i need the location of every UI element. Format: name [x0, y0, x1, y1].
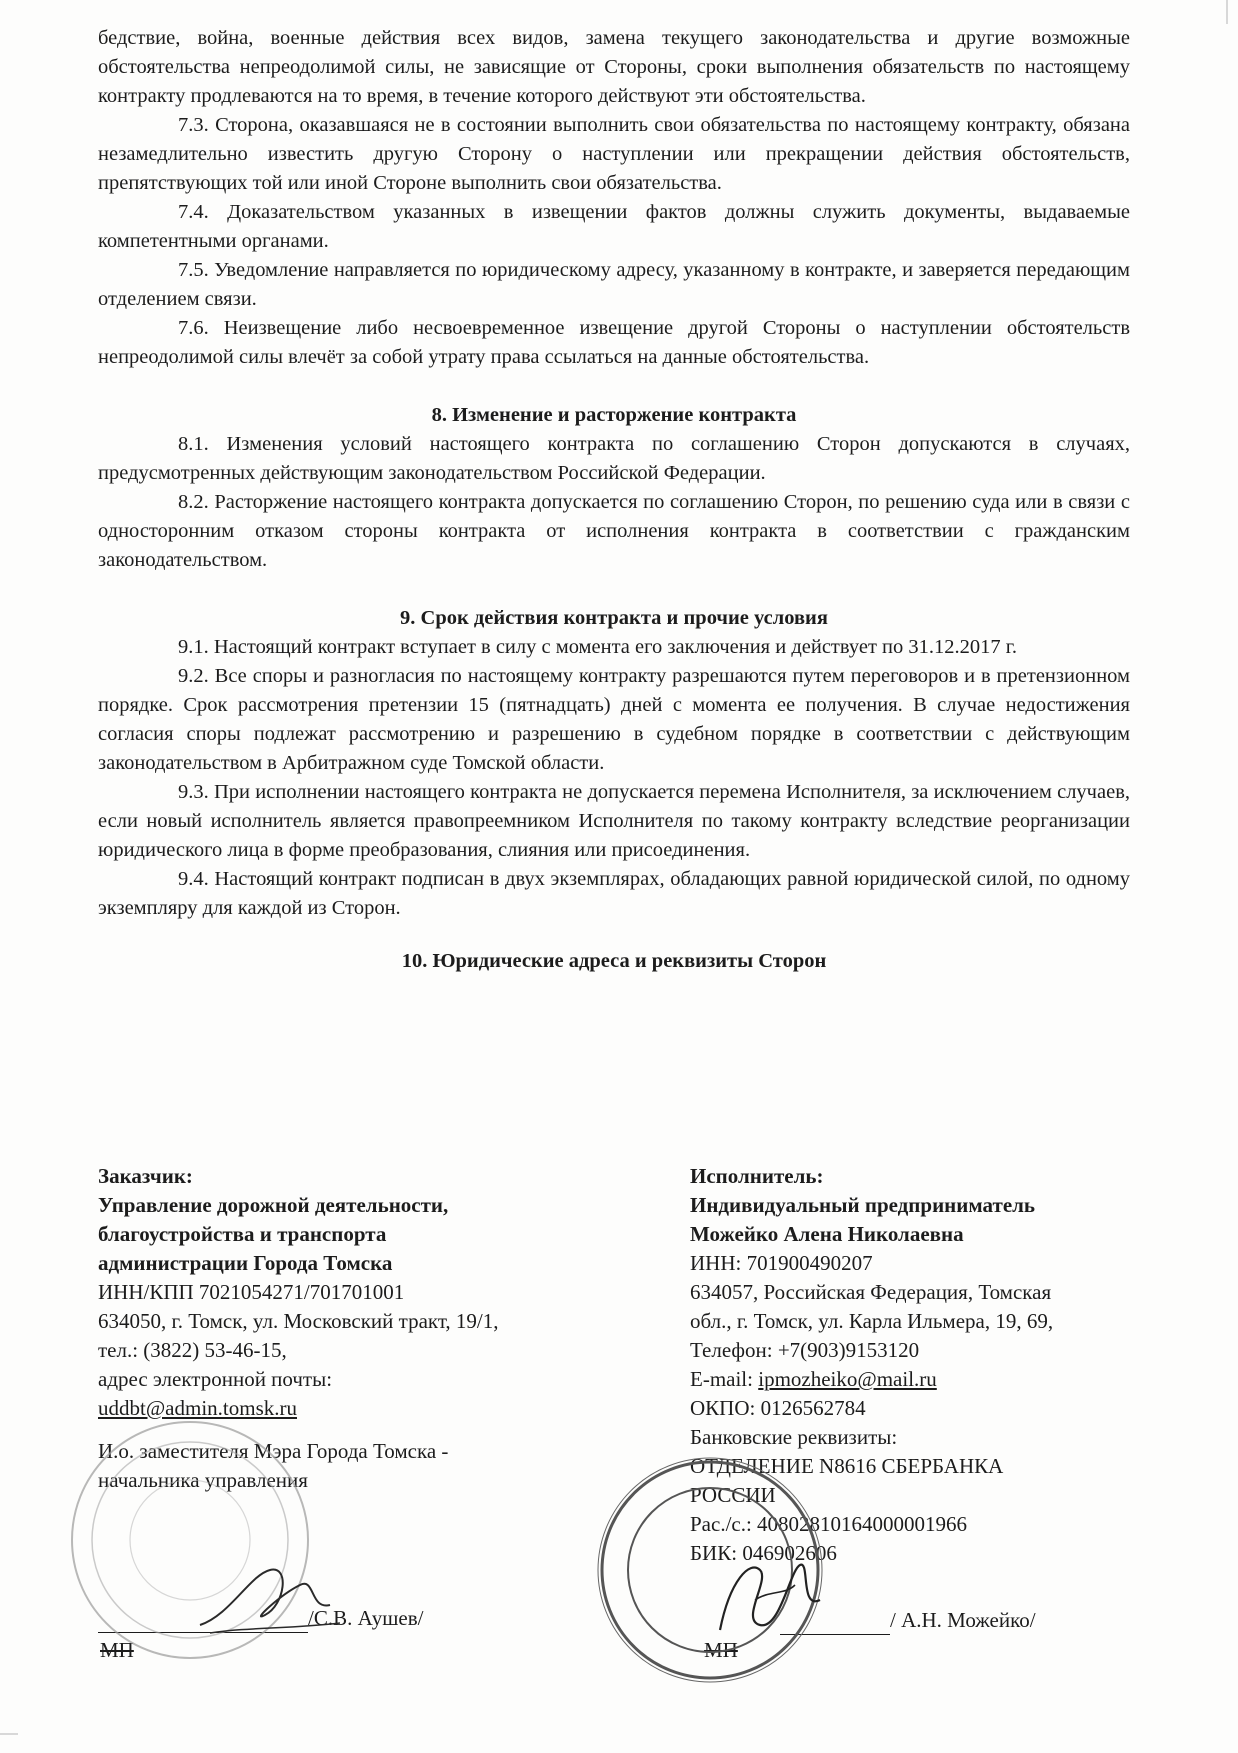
paragraph-7-3: 7.3. Сторона, оказавшаяся не в состоянии выполнить свои обязательства по настоящему контракту, обязана незамедлительно известить другую Сторону о наступлении или прекращении действия обстоятельств, препятствующих той или иной Стороне выполнить свои обязательства. [98, 114, 1130, 194]
customer-email-link[interactable]: uddbt@admin.tomsk.ru [98, 1396, 297, 1420]
customer-mp: МП [100, 1638, 134, 1662]
contractor-mp: МП [704, 1638, 738, 1662]
contractor-bank-line-1: ОТДЕЛЕНИЕ N8616 СБЕРБАНКА [690, 1454, 1004, 1478]
customer-name-line-3: администрации Города Томска [98, 1251, 393, 1275]
paragraph-7-6: 7.6. Неизвещение либо несвоевременное извещение другой Стороны о наступлении обстоятельств непреодолимой силы влечёт за собой утрату права ссылаться на данные обстоятельства. [98, 317, 1130, 368]
paragraph-8-1: 8.1. Изменения условий настоящего контракта по соглашению Сторон допускаются в случаях, предусмотренных действующим законодательством Российской Федерации. [98, 433, 1130, 484]
scan-edge-mark [1226, 0, 1228, 24]
contractor-email-row [690, 1365, 1130, 1394]
contractor-okpo: ОКПО: 0126562784 [690, 1396, 866, 1420]
paragraph-8-2: 8.2. Расторжение настоящего контракта допускается по соглашению Сторон, по решению суда или в связи с односторонним отказом стороны контракта от исполнения контракта в соответствии с гражданским законодательством. [98, 491, 1130, 571]
paragraph-9-2: 9.2. Все споры и разногласия по настоящему контракту разрешаются путем переговоров и в претензионном порядке. Срок рассмотрения претензии 15 (пятнадцать) дней с момента ее получения. В случае недостижения согласия споры подлежат рассмотрению и разрешению в судебном порядке в соответствии с действующим законодательством в Арбитражном суде Томской области. [98, 665, 1130, 774]
customer-inn: ИНН/КПП 7021054271/701701001 [98, 1280, 405, 1304]
customer-heading: Заказчик: [98, 1164, 193, 1188]
contractor-heading: Исполнитель: [690, 1164, 824, 1188]
paragraph-9-1: 9.1. Настоящий контракт вступает в силу с момента его заключения и действует по 31.12.2017 г. [178, 636, 1017, 658]
customer-email-label: адрес электронной почты: [98, 1367, 333, 1391]
contractor-bank-line-2: РОССИИ [690, 1483, 776, 1507]
customer-name-line-2: благоустройства и транспорта [98, 1222, 387, 1246]
contractor-inn: ИНН: 701900490207 [690, 1251, 873, 1275]
document-page [98, 24, 1130, 976]
contractor-email-link[interactable]: ipmozheiko@mail.ru [758, 1367, 937, 1391]
customer-signature-name: /С.В. Аушев/ [308, 1606, 424, 1630]
paragraph-7-2-continuation: бедствие, война, военные действия всех видов, замена текущего законодательства и другие возможные обстоятельства непреодолимой силы, не зависящие от Стороны, сроки выполнения обязательств по настоящему контракту продлеваются на то время, в течение которого действуют эти обстоятельства. [98, 27, 1130, 107]
section-10-title: 10. Юридические адреса и реквизиты Сторон [401, 950, 827, 972]
contractor-signature-underline [780, 1612, 890, 1635]
contractor-bik: БИК: 046902606 [690, 1541, 837, 1565]
section-9-title: 9. Срок действия контракта и прочие условия [400, 607, 828, 629]
contractor-address-line-1: 634057, Российская Федерация, Томская [690, 1280, 1052, 1304]
customer-position-line-2: начальника управления [98, 1468, 308, 1492]
contractor-phone: Телефон: +7(903)9153120 [690, 1338, 920, 1362]
contractor-email-label: E-mail: [690, 1367, 753, 1391]
contractor-requisites [690, 1162, 1130, 1568]
customer-phone: тел.: (3822) 53-46-15, [98, 1338, 287, 1362]
contractor-signature-name: / А.Н. Можейко/ [890, 1608, 1036, 1632]
contractor-address-line-2: обл., г. Томск, ул. Карла Ильмера, 19, 69, [690, 1309, 1054, 1333]
paragraph-9-4: 9.4. Настоящий контракт подписан в двух экземплярах, обладающих равной юридической силой, по одному экземпляру для каждой из Сторон. [98, 868, 1130, 919]
customer-signature-underline [98, 1610, 308, 1633]
customer-address: 634050, г. Томск, ул. Московский тракт, 19/1, [98, 1309, 499, 1333]
section-8-title: 8. Изменение и расторжение контракта [431, 404, 797, 426]
contractor-name-line-2: Можейко Алена Николаевна [690, 1222, 964, 1246]
contractor-bank-label: Банковские реквизиты: [690, 1425, 898, 1449]
customer-position-line-1: И.о. заместителя Мэра Города Томска - [98, 1439, 449, 1463]
customer-requisites [98, 1162, 618, 1495]
paragraph-9-3: 9.3. При исполнении настоящего контракта не допускается перемена Исполнителя, за исключением случаев, если новый исполнитель является правопреемником Исполнителя по такому контракту вследствие реорганизации юридического лица в форме преобразования, слияния или присоединения. [98, 781, 1130, 861]
contractor-signature-line [780, 1606, 1036, 1635]
contractor-name-line-1: Индивидуальный предприниматель [690, 1193, 1036, 1217]
contractor-account: Рас./с.: 40802810164000001966 [690, 1512, 968, 1536]
paragraph-7-4: 7.4. Доказательством указанных в извещении фактов должны служить документы, выдаваемые компетентными органами. [98, 201, 1130, 252]
paragraph-7-5: 7.5. Уведомление направляется по юридическому адресу, указанному в контракте, и заверяется передающим отделением связи. [98, 259, 1130, 310]
customer-name-line-1: Управление дорожной деятельности, [98, 1193, 449, 1217]
customer-signature-line [98, 1604, 423, 1633]
scan-corner-mark [0, 1733, 18, 1735]
